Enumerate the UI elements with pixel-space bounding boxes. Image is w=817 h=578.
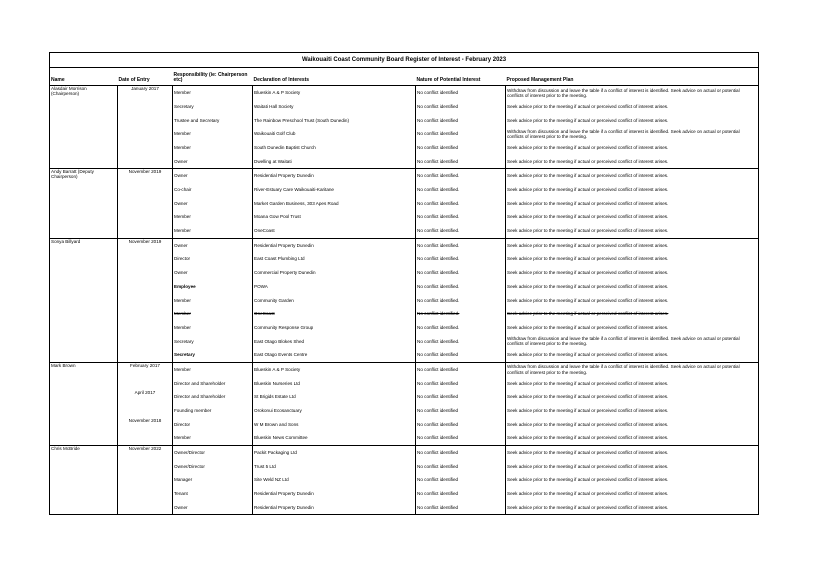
- declaration-cell: Moana Gow Pool Trust: [253, 210, 416, 224]
- potential-interest-cell: No conflict identified: [416, 100, 506, 114]
- header-date: Date of Entry: [118, 68, 173, 86]
- responsibility-cell: Member: [173, 431, 253, 445]
- responsibility-cell: Owner/Director: [173, 445, 253, 459]
- management-plan-cell: Seek advice prior to the meeting if actual or perceived conflict of interest arises.: [506, 224, 759, 238]
- date-of-entry-cell: [118, 197, 173, 211]
- potential-interest-cell: No conflict identified: [416, 113, 506, 127]
- responsibility-cell: Member: [173, 321, 253, 335]
- date-of-entry-cell: [118, 501, 173, 515]
- declaration-cell: Market Garden Business, 303 Apes Road: [253, 197, 416, 211]
- member-name-cell: Andy Barratt (Deputy Chairperson): [50, 169, 118, 183]
- responsibility-cell: Owner: [173, 154, 253, 168]
- responsibility-cell: Secretary: [173, 334, 253, 348]
- management-plan-cell: Withdraw from discussion and leave the table if a conflict of interest is identified. Seek advice on actual or potential conflicts of interest prior to the meeting.: [506, 362, 759, 376]
- table-row: [50, 307, 759, 321]
- management-plan-cell: Seek advice prior to the meeting if actual or perceived conflict of interest arises.: [506, 280, 759, 294]
- date-of-entry-cell: [118, 334, 173, 348]
- declaration-cell: East Otago Events Centre: [253, 348, 416, 362]
- declaration-cell: Blueskin A & P Society: [253, 86, 416, 100]
- date-of-entry-cell: January 2017: [118, 86, 173, 100]
- date-of-entry-cell: [118, 154, 173, 168]
- member-name-cell: Chris McBride: [50, 445, 118, 459]
- header-name: Name: [50, 68, 118, 86]
- responsibility-cell: Owner/Director: [173, 460, 253, 474]
- management-plan-cell: Seek advice prior to the meeting if actual or perceived conflict of interest arises.: [506, 431, 759, 445]
- responsibility-cell: Secretary: [173, 100, 253, 114]
- member-name-cell: [50, 183, 118, 197]
- date-of-entry-cell: [118, 487, 173, 501]
- member-name-cell: [50, 501, 118, 515]
- member-name-cell: [50, 127, 118, 141]
- management-plan-cell: Seek advice prior to the meeting if actual or perceived conflict of interest arises.: [506, 376, 759, 390]
- declaration-cell: Blueskin Nurseries Ltd: [253, 376, 416, 390]
- management-plan-cell: Seek advice prior to the meeting if actual or perceived conflict of interest arises.: [506, 238, 759, 252]
- potential-interest-cell: No conflict identified.: [416, 266, 506, 280]
- member-name-cell: [50, 348, 118, 362]
- management-plan-cell: Seek advice prior to the meeting if actual or perceived conflict of interest arises.: [506, 348, 759, 362]
- responsibility-cell: Tenant: [173, 487, 253, 501]
- management-plan-cell: Seek advice prior to the meeting if actual or perceived conflict of interest arises.: [506, 460, 759, 474]
- register-rows: [50, 86, 759, 515]
- responsibility-cell: Owner: [173, 501, 253, 515]
- declaration-cell: W M Brown and Sons: [253, 418, 416, 432]
- declaration-cell: Residential Property Dunedin: [253, 238, 416, 252]
- potential-interest-cell: No conflict identified.: [416, 197, 506, 211]
- table-row: [50, 473, 759, 487]
- declaration-cell: Packit Packaging Ltd: [253, 445, 416, 459]
- responsibility-cell: Director: [173, 252, 253, 266]
- declaration-cell: South Dunedin Baptist Church: [253, 141, 416, 155]
- declaration-cell: Dwelling at Waitati: [253, 154, 416, 168]
- management-plan-cell: Seek advice prior to the meeting if actual or perceived conflict of interest arises.: [506, 445, 759, 459]
- table-row: [50, 431, 759, 445]
- member-name-cell: [50, 141, 118, 155]
- date-of-entry-cell: November 2019: [118, 238, 173, 252]
- member-name-cell: [50, 376, 118, 390]
- member-name-cell: Alasdair Morrison (Chairperson): [50, 86, 118, 100]
- potential-interest-cell: No conflict identified.: [416, 183, 506, 197]
- table-row: [50, 266, 759, 280]
- management-plan-cell: Seek advice prior to the meeting if actual or perceived conflict of interest arises.: [506, 321, 759, 335]
- date-of-entry-cell: November 2022: [118, 445, 173, 459]
- management-plan-cell: Seek advice prior to the meeting if actual or perceived conflict of interest arises.: [506, 418, 759, 432]
- date-of-entry-cell: [118, 224, 173, 238]
- table-row: [50, 280, 759, 294]
- potential-interest-cell: No conflict identified.: [416, 280, 506, 294]
- responsibility-cell: Owner: [173, 238, 253, 252]
- declaration-cell: OneCoast: [253, 224, 416, 238]
- date-of-entry-cell: February 2017: [118, 362, 173, 376]
- declaration-cell: Commercial Property Dunedin: [253, 266, 416, 280]
- management-plan-cell: Withdraw from discussion and leave the table if a conflict of interest is identified. Seek advice on actual or potential conflicts of interest prior to the meeting.: [506, 334, 759, 348]
- declaration-cell: POWA: [253, 280, 416, 294]
- management-plan-cell: Seek advice prior to the meeting if actual or perceived conflict of interest arises.: [506, 154, 759, 168]
- management-plan-cell: Withdraw from discussion and leave the table if a conflict of interest is identified. Seek advice on actual or potential conflicts of interest prior to the meeting.: [506, 86, 759, 100]
- responsibility-cell: Member: [173, 307, 253, 321]
- table-row: [50, 252, 759, 266]
- table-row: [50, 293, 759, 307]
- responsibility-cell: Secretary: [173, 348, 253, 362]
- management-plan-cell: Seek advice prior to the meeting if actual or perceived conflict of interest arises.: [506, 501, 759, 515]
- responsibility-cell: Employee: [173, 280, 253, 294]
- potential-interest-cell: No conflict identified: [416, 460, 506, 474]
- management-plan-cell: Seek advice prior to the meeting if actual or perceived conflict of interest arises.: [506, 141, 759, 155]
- potential-interest-cell: No conflict identified: [416, 431, 506, 445]
- table-row: [50, 348, 759, 362]
- responsibility-cell: Member: [173, 224, 253, 238]
- potential-interest-cell: No conflict identified.: [416, 307, 506, 321]
- member-name-cell: [50, 487, 118, 501]
- responsibility-cell: Co-chair: [173, 183, 253, 197]
- management-plan-cell: Seek advice prior to the meeting if actual or perceived conflict of interest arises.: [506, 197, 759, 211]
- date-of-entry-cell: [118, 473, 173, 487]
- management-plan-cell: Seek advice prior to the meeting if actual or perceived conflict of interest arises.: [506, 293, 759, 307]
- table-row: [50, 334, 759, 348]
- register-table: [49, 52, 759, 515]
- management-plan-cell: Seek advice prior to the meeting if actual or perceived conflict of interest arises.: [506, 210, 759, 224]
- member-name-cell: [50, 334, 118, 348]
- declaration-cell: The Rainbow Preschool Trust (South Dunedin): [253, 113, 416, 127]
- member-name-cell: [50, 197, 118, 211]
- date-of-entry-cell: [118, 127, 173, 141]
- declaration-cell: River-Estuary Care Waikouaiti-Karitane: [253, 183, 416, 197]
- table-row: [50, 127, 759, 141]
- responsibility-cell: Manager: [173, 473, 253, 487]
- management-plan-cell: Seek advice prior to the meeting if actual or perceived conflict of interest arises.: [506, 113, 759, 127]
- responsibility-cell: Director: [173, 418, 253, 432]
- member-name-cell: [50, 418, 118, 432]
- table-row: [50, 113, 759, 127]
- declaration-cell: Residential Property Dunedin: [253, 501, 416, 515]
- member-name-cell: Mark Brown: [50, 362, 118, 376]
- header-conflict: Nature of Potential Interest: [416, 68, 506, 86]
- declaration-cell: Waikouaiti Golf Club: [253, 127, 416, 141]
- table-row: [50, 169, 759, 183]
- management-plan-cell: Seek advice prior to the meeting if actual or perceived conflict of interest arises.: [506, 266, 759, 280]
- declaration-cell: Residential Property Dunedin: [253, 169, 416, 183]
- potential-interest-cell: No conflict identified: [416, 141, 506, 155]
- table-row: [50, 141, 759, 155]
- table-row: [50, 197, 759, 211]
- responsibility-cell: Director and Shareholder: [173, 390, 253, 404]
- responsibility-cell: Director and Shareholder: [173, 376, 253, 390]
- header-plan: Proposed Management Plan: [506, 68, 759, 86]
- date-of-entry-cell: [118, 100, 173, 114]
- potential-interest-cell: No conflict identified.: [416, 224, 506, 238]
- member-name-cell: [50, 460, 118, 474]
- date-of-entry-cell: [118, 321, 173, 335]
- potential-interest-cell: No conflict identified: [416, 154, 506, 168]
- declaration-cell: East Coast Plumbing Ltd: [253, 252, 416, 266]
- responsibility-cell: Owner: [173, 197, 253, 211]
- management-plan-cell: Seek advice prior to the meeting if actual or perceived conflict of interest arises.: [506, 307, 759, 321]
- declaration-cell: Community Response Group: [253, 321, 416, 335]
- date-of-entry-cell: [118, 293, 173, 307]
- date-of-entry-cell: [118, 113, 173, 127]
- table-row: [50, 418, 759, 432]
- responsibility-cell: Founding member: [173, 404, 253, 418]
- responsibility-cell: Member: [173, 293, 253, 307]
- table-row: [50, 210, 759, 224]
- table-row: [50, 390, 759, 404]
- management-plan-cell: Seek advice prior to the meeting if actual or perceived conflict of interest arises.: [506, 183, 759, 197]
- potential-interest-cell: No conflict identified.: [416, 321, 506, 335]
- member-name-cell: [50, 321, 118, 335]
- declaration-cell: Orokonui Ecosanctuary: [253, 404, 416, 418]
- member-name-cell: [50, 307, 118, 321]
- potential-interest-cell: No conflict identified: [416, 473, 506, 487]
- table-row: [50, 224, 759, 238]
- member-name-cell: [50, 154, 118, 168]
- table-row: [50, 445, 759, 459]
- potential-interest-cell: No conflict identified.: [416, 334, 506, 348]
- potential-interest-cell: No conflict identified: [416, 445, 506, 459]
- table-row: [50, 501, 759, 515]
- responsibility-cell: Member: [173, 362, 253, 376]
- potential-interest-cell: No conflict identified: [416, 127, 506, 141]
- date-of-entry-cell: [118, 280, 173, 294]
- date-of-entry-cell: [118, 141, 173, 155]
- declaration-cell: Site Weld NZ Ltd: [253, 473, 416, 487]
- table-row: [50, 362, 759, 376]
- member-name-cell: [50, 266, 118, 280]
- date-of-entry-cell: [118, 404, 173, 418]
- date-of-entry-cell: [118, 460, 173, 474]
- member-name-cell: [50, 280, 118, 294]
- member-name-cell: [50, 390, 118, 404]
- table-row: [50, 487, 759, 501]
- member-name-cell: [50, 252, 118, 266]
- declaration-cell: East Otago Blokes Shed: [253, 334, 416, 348]
- member-name-cell: [50, 473, 118, 487]
- potential-interest-cell: No conflict identified.: [416, 169, 506, 183]
- potential-interest-cell: No conflict identified: [416, 86, 506, 100]
- date-of-entry-cell: [118, 348, 173, 362]
- table-row: [50, 183, 759, 197]
- date-of-entry-cell: [118, 307, 173, 321]
- table-row: [50, 154, 759, 168]
- declaration-cell: Community Garden: [253, 293, 416, 307]
- table-row: [50, 321, 759, 335]
- member-name-cell: [50, 404, 118, 418]
- table-row: [50, 86, 759, 100]
- responsibility-cell: Owner: [173, 169, 253, 183]
- member-name-cell: Sonya Billyard: [50, 238, 118, 252]
- date-of-entry-cell: April 2017: [118, 390, 173, 404]
- date-of-entry-cell: [118, 431, 173, 445]
- declaration-cell: St Brigids Estate Ltd: [253, 390, 416, 404]
- potential-interest-cell: No conflict identified: [416, 487, 506, 501]
- date-of-entry-cell: [118, 183, 173, 197]
- management-plan-cell: Seek advice prior to the meeting if actual or perceived conflict of interest arises.: [506, 487, 759, 501]
- potential-interest-cell: No conflict identified: [416, 418, 506, 432]
- potential-interest-cell: No conflict identified: [416, 390, 506, 404]
- table-row: [50, 376, 759, 390]
- table-row: [50, 238, 759, 252]
- date-of-entry-cell: [118, 266, 173, 280]
- responsibility-cell: Owner: [173, 266, 253, 280]
- register-title: Waikouaiti Coast Community Board Register of Interest - February 2023: [50, 53, 759, 68]
- date-of-entry-cell: [118, 210, 173, 224]
- member-name-cell: [50, 210, 118, 224]
- potential-interest-cell: No conflict identified.: [416, 210, 506, 224]
- table-row: [50, 404, 759, 418]
- date-of-entry-cell: November 2019: [118, 169, 173, 183]
- potential-interest-cell: No conflict identified: [416, 348, 506, 362]
- potential-interest-cell: No conflict identified.: [416, 293, 506, 307]
- header-declaration: Declaration of Interests: [253, 68, 416, 86]
- responsibility-cell: Member: [173, 127, 253, 141]
- member-name-cell: [50, 113, 118, 127]
- potential-interest-cell: No conflict identified: [416, 362, 506, 376]
- register-document: [49, 52, 758, 515]
- management-plan-cell: Seek advice prior to the meeting if actual or perceived conflict of interest arises.: [506, 473, 759, 487]
- potential-interest-cell: No conflict identified.: [416, 238, 506, 252]
- declaration-cell: Waitati Hall Society: [253, 100, 416, 114]
- management-plan-cell: Seek advice prior to the meeting if actual or perceived conflict of interest arises.: [506, 169, 759, 183]
- member-name-cell: [50, 100, 118, 114]
- declaration-cell: OneCoast: [253, 307, 416, 321]
- table-row: [50, 460, 759, 474]
- date-of-entry-cell: [118, 252, 173, 266]
- responsibility-cell: Trustee and Secretary: [173, 113, 253, 127]
- responsibility-cell: Member: [173, 141, 253, 155]
- potential-interest-cell: No conflict identified: [416, 501, 506, 515]
- potential-interest-cell: No conflict identified.: [416, 252, 506, 266]
- declaration-cell: Blueskin A & P Society: [253, 362, 416, 376]
- management-plan-cell: Withdraw from discussion and leave the table if a conflict of interest is identified. Seek advice on actual or potential conflicts of interest prior to the meeting.: [506, 127, 759, 141]
- member-name-cell: [50, 293, 118, 307]
- member-name-cell: [50, 224, 118, 238]
- header-responsibility: Responsibility (ie: Chairperson etc): [173, 68, 253, 86]
- management-plan-cell: Seek advice prior to the meeting if actual or perceived conflict of interest arises.: [506, 390, 759, 404]
- table-row: [50, 100, 759, 114]
- declaration-cell: Blueskin News Committee: [253, 431, 416, 445]
- potential-interest-cell: No conflict identified: [416, 376, 506, 390]
- date-of-entry-cell: November 2018: [118, 418, 173, 432]
- management-plan-cell: Seek advice prior to the meeting if actual or perceived conflict of interest arises.: [506, 404, 759, 418]
- management-plan-cell: Seek advice prior to the meeting if actual or perceived conflict of interest arises.: [506, 252, 759, 266]
- management-plan-cell: Seek advice prior to the meeting if actual or perceived conflict of interest arises.: [506, 100, 759, 114]
- date-of-entry-cell: [118, 376, 173, 390]
- responsibility-cell: Member: [173, 210, 253, 224]
- declaration-cell: Trust 5 Ltd: [253, 460, 416, 474]
- responsibility-cell: Member: [173, 86, 253, 100]
- potential-interest-cell: No conflict identified: [416, 404, 506, 418]
- declaration-cell: Residential Property Dunedin: [253, 487, 416, 501]
- member-name-cell: [50, 431, 118, 445]
